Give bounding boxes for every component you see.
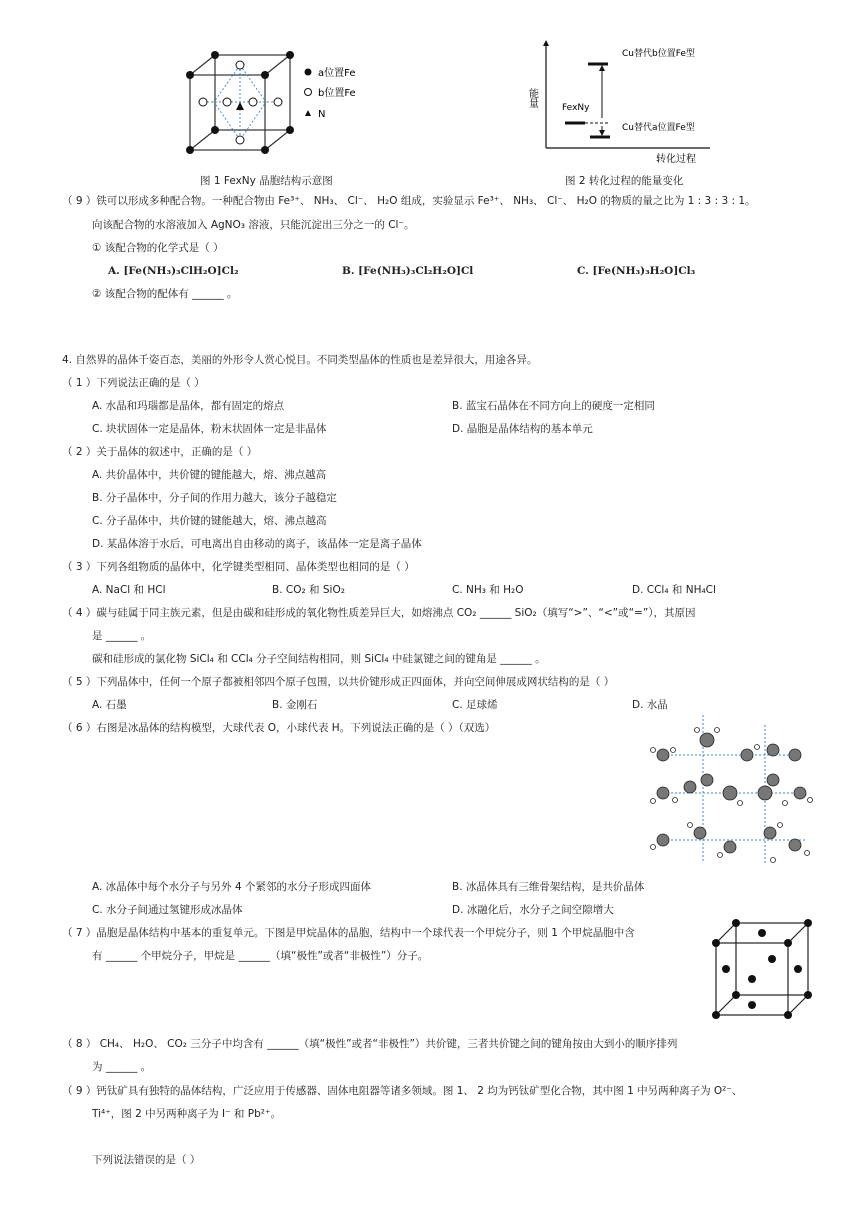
q4-1-option-c: C. 块状固体一定是晶体，粉末状固体一定是非晶体 bbox=[92, 423, 327, 435]
q4-3-option-a: A. NaCl 和 HCl bbox=[92, 584, 166, 596]
q4-1-stem: （ 1 ）下列说法正确的是（ ） bbox=[62, 377, 205, 389]
reactant-label: FexNy bbox=[562, 103, 590, 113]
q3-9-option-c: C. [Fe(NH₃)₃H₂O]Cl₃ bbox=[577, 265, 696, 277]
legend-b-fe: b位置Fe bbox=[318, 88, 356, 99]
q4-1-option-d: D. 晶胞是晶体结构的基本单元 bbox=[452, 423, 593, 435]
q3-9-option-a: A. [Fe(NH₃)₃ClH₂O]Cl₂ bbox=[108, 265, 239, 277]
legend-a-fe: a位置Fe bbox=[318, 68, 356, 79]
methane-unit-cell bbox=[708, 915, 818, 1025]
q4-9-line2: Ti⁴⁺，图 2 中另两种离子为 I⁻ 和 Pb²⁺。 bbox=[92, 1108, 282, 1120]
q4-4-line1: （ 4 ）碳与硅属于同主族元素，但是由碳和硅形成的氧化物性质差异巨大，如熔沸点 CO₂ ______ SiO₂（填写“>”、“<”或“=”），其原因 bbox=[62, 607, 696, 619]
q4-8-line2: 为 ______ 。 bbox=[92, 1061, 152, 1073]
q4-6-option-d: D. 冰融化后，水分子之间空隙增大 bbox=[452, 904, 614, 916]
q4-4-line3: 碳和硅形成的氯化物 SiCl₄ 和 CCl₄ 分子空间结构相同，则 SiCl₄ 中硅氯键之间的键角是 ______ 。 bbox=[92, 653, 546, 665]
q3-9-line2: 向该配合物的水溶液加入 AgNO₃ 溶液，只能沉淀出三分之一的 Cl⁻。 bbox=[92, 219, 415, 231]
q3-9-line1: （ 9 ）铁可以形成多种配合物。一种配合物由 Fe³⁺、 NH₃、 Cl⁻、 H₂O 组成，实验显示 Fe³⁺、 NH₃、 Cl⁻、 H₂O 的物质的量之比为 1 : 3 : 3 : 1。 bbox=[62, 195, 756, 207]
q4-1-option-b: B. 蓝宝石晶体在不同方向上的硬度一定相同 bbox=[452, 400, 655, 412]
q3-9-sub1: ① 该配合物的化学式是（ ） bbox=[92, 242, 224, 254]
q4-3-option-d: D. CCl₄ 和 NH₄Cl bbox=[632, 584, 716, 596]
ice-crystal-model bbox=[645, 715, 820, 865]
process-axis-label: 转化过程 bbox=[656, 154, 696, 165]
q4-2-stem: （ 2 ）关于晶体的叙述中，正确的是（ ） bbox=[62, 446, 258, 458]
q4-6-option-c: C. 水分子间通过氢键形成冰晶体 bbox=[92, 904, 243, 916]
q4-5-option-d: D. 水晶 bbox=[632, 699, 668, 711]
q4-3-option-c: C. NH₃ 和 H₂O bbox=[452, 584, 524, 596]
q4-9-line3: 下列说法错误的是（ ） bbox=[92, 1154, 201, 1166]
q4-1-option-a: A. 水晶和玛瑙都是晶体，都有固定的熔点 bbox=[92, 400, 285, 412]
q4-6-stem: （ 6 ）右图是冰晶体的结构模型，大球代表 O，小球代表 H。下列说法正确的是（ ）（双选） bbox=[62, 722, 496, 734]
q4-2-option-c: C. 分子晶体中，共价键的键能越大，熔、沸点越高 bbox=[92, 515, 327, 527]
q4-2-option-a: A. 共价晶体中，共价键的键能越大，熔、沸点越高 bbox=[92, 469, 327, 481]
q4-5-option-b: B. 金刚石 bbox=[272, 699, 318, 711]
q4-7-line1: （ 7 ）晶胞是晶体结构中基本的重复单元。下图是甲烷晶体的晶胞，结构中一个球代表一个甲烷分子，则 1 个甲烷晶胞中含 bbox=[62, 927, 635, 939]
figure-1-crystal-cell bbox=[170, 30, 570, 190]
low-energy-label: Cu替代a位置Fe型 bbox=[622, 123, 695, 133]
q4-5-stem: （ 5 ）下列晶体中，任何一个原子都被相邻四个原子包围，以共价键形成正四面体，并向空间伸展成网状结构的是（ ） bbox=[62, 676, 615, 688]
q3-9-sub2: ② 该配合物的配体有 ______ 。 bbox=[92, 288, 238, 300]
figure-1-caption: 图 1 FexNy 晶胞结构示意图 bbox=[200, 175, 333, 187]
energy-axis-label: 能量 bbox=[526, 88, 538, 108]
figure-2-caption: 图 2 转化过程的能量变化 bbox=[565, 175, 684, 187]
q4-intro: 4. 自然界的晶体千姿百态，美丽的外形令人赏心悦目。不同类型晶体的性质也是差异很大，用途各异。 bbox=[62, 354, 538, 366]
figure-2-energy-diagram bbox=[526, 38, 730, 165]
q4-6-option-a: A. 冰晶体中每个水分子与另外 4 个紧邻的水分子形成四面体 bbox=[92, 881, 372, 893]
q4-9-line1: （ 9 ）钙钛矿具有独特的晶体结构，广泛应用于传感器、固体电阻器等诸多领域。图 1、 2 均为钙钛矿型化合物，其中图 1 中另两种离子为 O²⁻、 bbox=[62, 1085, 743, 1097]
q4-3-option-b: B. CO₂ 和 SiO₂ bbox=[272, 584, 345, 596]
q4-7-line2: 有 ______ 个甲烷分子，甲烷是 ______（填“极性”或者“非极性”）分子。 bbox=[92, 950, 429, 962]
q4-5-option-c: C. 足球烯 bbox=[452, 699, 498, 711]
q4-2-option-d: D. 某晶体溶于水后，可电离出自由移动的离子，该晶体一定是离子晶体 bbox=[92, 538, 422, 550]
q4-3-stem: （ 3 ）下列各组物质的晶体中，化学键类型相同、晶体类型也相同的是（ ） bbox=[62, 561, 415, 573]
q4-8-line1: （ 8 ） CH₄、 H₂O、 CO₂ 三分子中均含有 ______（填“极性”或者“非极性”）共价键，三者共价键之间的键角按由大到小的顺序排列 bbox=[62, 1038, 678, 1050]
legend-n: N bbox=[318, 109, 326, 120]
q4-4-line2: 是 ______ 。 bbox=[92, 630, 152, 642]
high-energy-label: Cu替代b位置Fe型 bbox=[622, 49, 695, 59]
q4-2-option-b: B. 分子晶体中，分子间的作用力越大，该分子越稳定 bbox=[92, 492, 337, 504]
q4-5-option-a: A. 石墨 bbox=[92, 699, 127, 711]
q4-6-option-b: B. 冰晶体具有三维骨架结构，是共价晶体 bbox=[452, 881, 645, 893]
q3-9-option-b: B. [Fe(NH₃)₃Cl₂H₂O]Cl bbox=[342, 265, 474, 277]
